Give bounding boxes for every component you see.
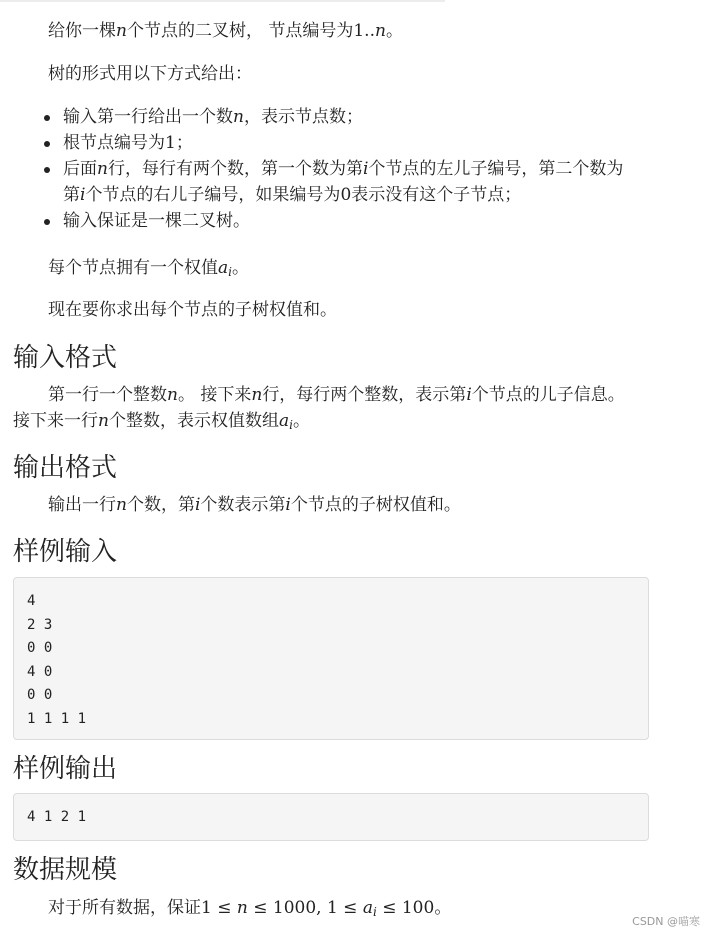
- top-divider: [0, 0, 445, 2]
- output-format-paragraph: 输出一行n个数，第i个数表示第i个节点的子树权值和。: [48, 495, 461, 515]
- task-paragraph: 现在要你求出每个节点的子树权值和。: [48, 300, 337, 320]
- code-line: 0 0: [27, 687, 53, 703]
- input-rules-list: [0, 104, 623, 234]
- sample-output-code-block: [13, 793, 649, 841]
- intro-paragraph-1: 给你一棵n个节点的二叉树， 节点编号为1..n。: [48, 21, 403, 41]
- input-format-heading: 输入格式: [13, 343, 118, 373]
- constraints-heading: 数据规模: [13, 855, 118, 885]
- code-line: 4 1 2 1: [27, 809, 87, 825]
- output-format-heading: 输出格式: [13, 453, 118, 483]
- code-line: 0 0: [27, 640, 53, 656]
- sample-input-heading: 样例输入: [13, 537, 118, 567]
- list-item: 后面n行，每行有两个数，第一个数为第i个节点的左儿子编号，第二个数为 第i个节点的右儿子编号，如果编号为0表示没有这个子节点；: [0, 156, 623, 208]
- sample-output-heading: 样例输出: [13, 754, 118, 784]
- code-line: 4 0: [27, 663, 53, 680]
- list-item: 根节点编号为1；: [0, 130, 623, 156]
- constraints-paragraph: 对于所有数据，保证1 ≤ n ≤ 1000, $1 \le a_i \le 100$。: [48, 898, 452, 919]
- input-format-line-2: 接下来一行n个整数，表示权值数组$a_i$。: [13, 411, 310, 432]
- sample-input-code-block: [13, 577, 649, 740]
- weight-paragraph: 每个节点拥有一个权值$a_i$。: [48, 258, 249, 279]
- list-item: 输入保证是一棵二叉树。: [0, 208, 623, 234]
- list-item: 输入第一行给出一个数n，表示节点数；: [0, 104, 623, 130]
- code-line: 1 1 1 1: [27, 710, 87, 727]
- code-line: 4: [27, 593, 36, 609]
- code-line: 2 3: [27, 616, 53, 633]
- input-format-line-1: 第一行一个整数n。 接下来n行，每行两个整数，表示第i个节点的儿子信息。: [48, 385, 625, 405]
- intro-paragraph-2: 树的形式用以下方式给出：: [48, 64, 252, 84]
- csdn-watermark: CSDN @喵寒: [632, 915, 700, 928]
